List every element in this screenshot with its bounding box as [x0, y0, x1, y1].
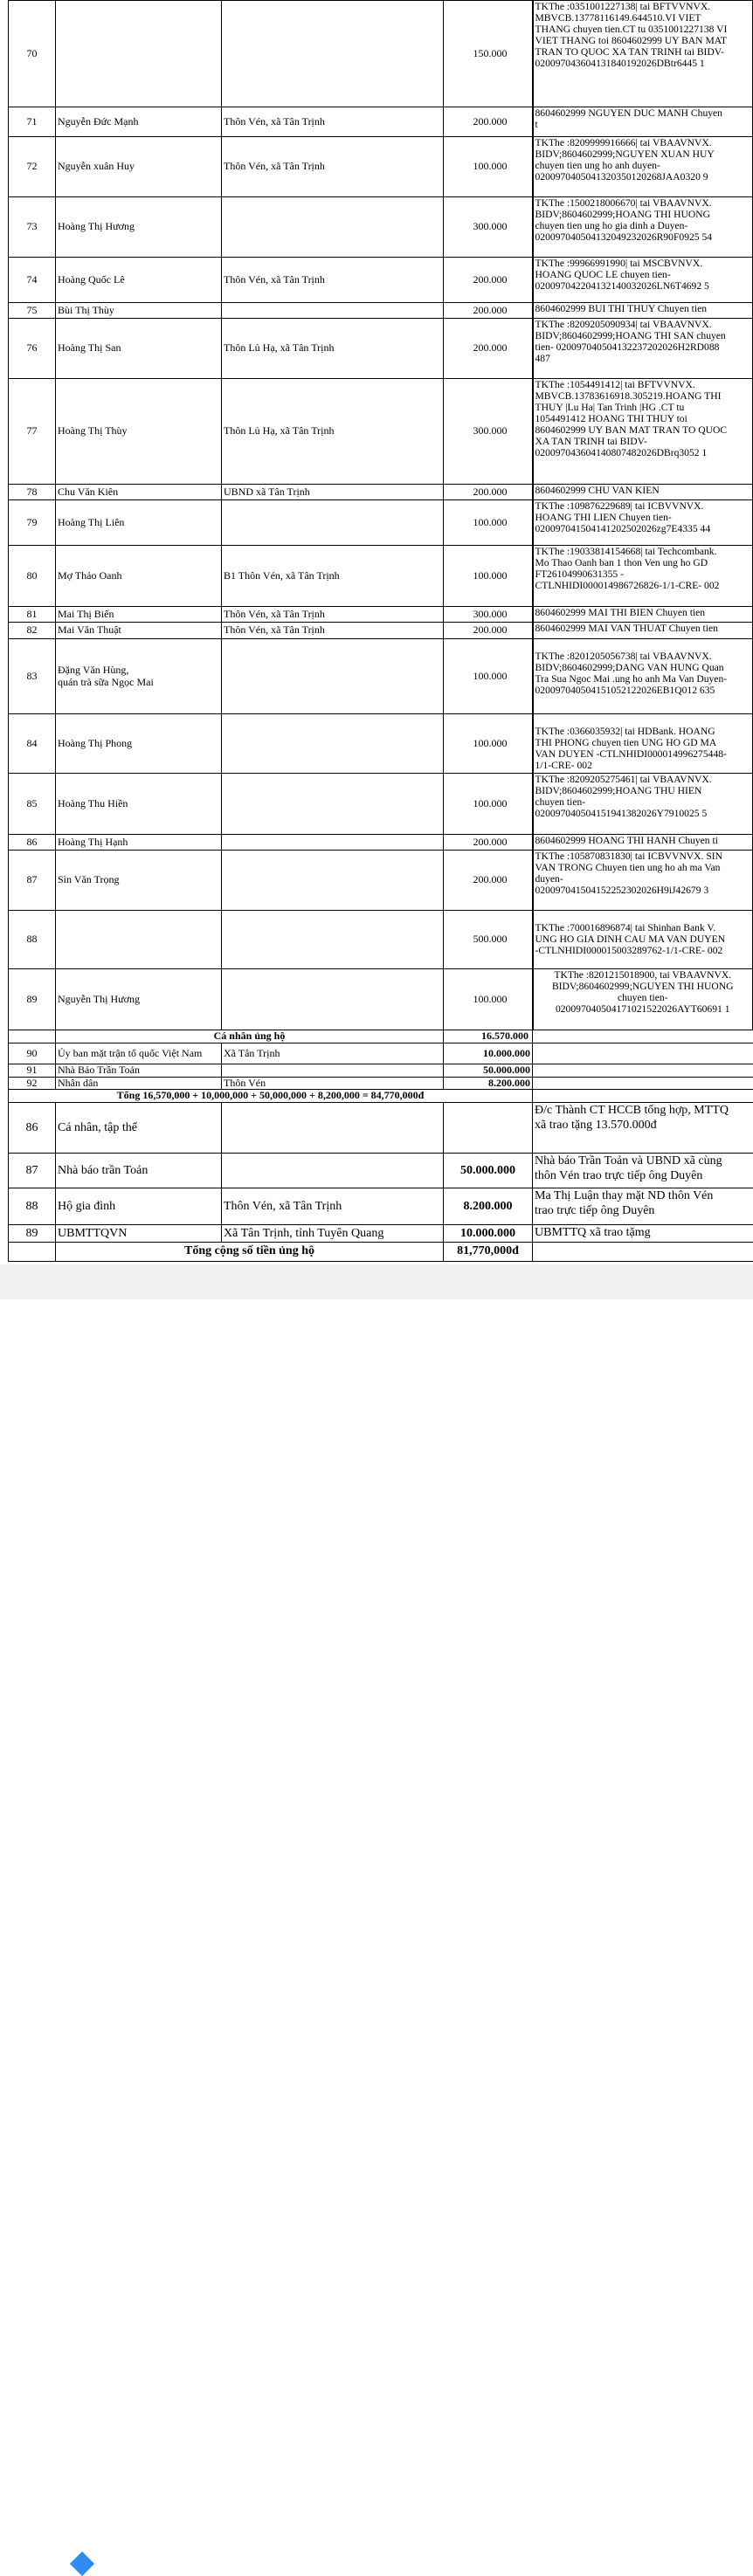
subtotal-amount: 16.570.000: [444, 1030, 533, 1043]
transfer-note: 8604602999 CHU VAN KIEN: [533, 485, 753, 500]
row-number: 92: [9, 1077, 56, 1090]
summary-row: [9, 1224, 753, 1242]
table-row: [9, 197, 753, 258]
donor-address: Thôn Vén: [222, 1077, 444, 1090]
donor-name: Mai Thị Biến: [56, 607, 222, 623]
donor-address: [222, 1, 444, 107]
summary-note: UBMTTQ xã trao tặmg: [533, 1224, 753, 1242]
donation-amount: 10.000.000: [444, 1043, 533, 1064]
summary-amount: 50.000.000: [444, 1153, 533, 1188]
transfer-note: 8604602999 MAI THI BIEN Chuyen tien: [533, 607, 753, 623]
subtotal-row: [9, 1030, 753, 1043]
org-row: [9, 1043, 753, 1064]
donor-address: Thôn Vén, xã Tân Trịnh: [222, 137, 444, 197]
donation-amount: 100.000: [444, 774, 533, 835]
row-number: 78: [9, 485, 56, 500]
donor-address: Thôn Vén, xã Tân Trịnh: [222, 107, 444, 137]
row-number: 75: [9, 303, 56, 319]
donor-address: [222, 774, 444, 835]
row-number: 76: [9, 319, 56, 379]
org-row: [9, 1077, 753, 1090]
recipient-address: Xã Tân Trịnh, tỉnh Tuyên Quang: [222, 1224, 444, 1242]
transfer-note: TKThe :99966991990| tai MSCBVNVX. HOANG QUOC LE chuyen tien- 020097042204132140032026LN6T4692 5: [533, 258, 753, 303]
grand-total-row: [9, 1242, 753, 1261]
table-row: [9, 379, 753, 485]
donor-address: [222, 969, 444, 1030]
row-number: 74: [9, 258, 56, 303]
donation-amount: 200.000: [444, 258, 533, 303]
row-number: 79: [9, 500, 56, 546]
summary-amount: [444, 1102, 533, 1153]
donation-amount: 300.000: [444, 379, 533, 485]
row-number: 89: [9, 969, 56, 1030]
row-number: 80: [9, 546, 56, 607]
transfer-note: TKThe :8201205056738| tai VBAAVNVX. BIDV;8604602999;DANG VAN HUNG Quan Tra Sua Ngoc Mai .ung ho anh Ma Van Duyen- 020097040504151052122026EB1Q012 635: [533, 639, 753, 714]
recipient-address: Thôn Vén, xã Tân Trịnh: [222, 1188, 444, 1224]
table-row: [9, 319, 753, 379]
donor-name: Mai Văn Thuật: [56, 623, 222, 639]
table-row: [9, 607, 753, 623]
donation-amount: 200.000: [444, 851, 533, 911]
table-row: [9, 1, 753, 107]
summary-amount: 10.000.000: [444, 1224, 533, 1242]
donor-name: Hoàng Quốc Lê: [56, 258, 222, 303]
donor-name: Hoàng Thu Hiền: [56, 774, 222, 835]
transfer-note: TKThe :109876229689| tai ICBVVNVX. HOANG THI LIEN Chuyen tien- 020097041504141202502026zg7E4335 44: [533, 500, 753, 546]
empty-cell: [533, 1030, 753, 1043]
table-row: [9, 835, 753, 851]
donation-amount: 200.000: [444, 485, 533, 500]
donor-name: Đặng Văn Hùng, quán trà sữa Ngọc Mai: [56, 639, 222, 714]
transfer-note: TKThe :1500218006670| tai VBAAVNVX. BIDV;8604602999;HOANG THI HUONG chuyen tien ung ho gia dinh a Duyen- 020097040504132049232026R90F0925 54: [533, 197, 753, 258]
row-number: 86: [9, 835, 56, 851]
donation-amount: 100.000: [444, 500, 533, 546]
donor-name: Hoàng Thị Phong: [56, 714, 222, 774]
row-number: 89: [9, 1224, 56, 1242]
table-row: [9, 485, 753, 500]
donor-address: [222, 303, 444, 319]
donation-table: [8, 0, 753, 1262]
donor-address: [222, 197, 444, 258]
donor-name: Nhân dân: [56, 1077, 222, 1090]
donor-address: Thôn Lủ Hạ, xã Tân Trịnh: [222, 319, 444, 379]
row-number: 88: [9, 1188, 56, 1224]
empty-cell: [533, 1090, 753, 1103]
donation-amount: 200.000: [444, 107, 533, 137]
donor-name: Hoàng Thị Thùy: [56, 379, 222, 485]
donation-amount: 50.000.000: [444, 1064, 533, 1078]
donor-name: Hoàng Thị Hương: [56, 197, 222, 258]
table-row: [9, 107, 753, 137]
summary-row: [9, 1153, 753, 1188]
summary-row: [9, 1188, 753, 1224]
donor-name: Nhà Báo Trần Toản: [56, 1064, 222, 1078]
row-number: 87: [9, 1153, 56, 1188]
transfer-note: TKThe :0366035932| tai HDBank. HOANG THI PHONG chuyen tien UNG HO GD MA VAN DUYEN -CTLNHIDI000014996275448- 1/1-CRE- 002: [533, 714, 753, 774]
donor-address: [222, 500, 444, 546]
table-row: [9, 639, 753, 714]
recipient-name: Hộ gia đình: [56, 1188, 222, 1224]
row-number: 72: [9, 137, 56, 197]
donor-name: [56, 911, 222, 969]
recipient-name: Cá nhân, tập thể: [56, 1102, 222, 1153]
donation-amount: 300.000: [444, 607, 533, 623]
row-number: 88: [9, 911, 56, 969]
donor-address: [222, 714, 444, 774]
table-row: [9, 258, 753, 303]
table-row: [9, 774, 753, 835]
table-row: [9, 500, 753, 546]
donor-name: Hoàng Thị Hạnh: [56, 835, 222, 851]
table-row: [9, 851, 753, 911]
row-number: 87: [9, 851, 56, 911]
row-number: 82: [9, 623, 56, 639]
total-formula: Tổng 16,570,000 + 10,000,000 + 50,000,000 + 8,200,000 = 84,770,000đ: [9, 1090, 533, 1103]
donation-amount: 300.000: [444, 197, 533, 258]
empty-cell: [533, 1043, 753, 1064]
app-icon[interactable]: [70, 2552, 94, 2576]
empty-cell: [9, 1030, 56, 1043]
donor-address: [222, 639, 444, 714]
table-row: [9, 969, 753, 1030]
transfer-note: 8604602999 MAI VAN THUAT Chuyen tien: [533, 623, 753, 639]
donation-amount: 200.000: [444, 303, 533, 319]
row-number: 81: [9, 607, 56, 623]
donor-address: [222, 851, 444, 911]
donation-amount: 100.000: [444, 714, 533, 774]
table-row: [9, 714, 753, 774]
transfer-note: 8604602999 NGUYEN DUC MANH Chuyen t: [533, 107, 753, 137]
donor-name: Nguyễn Đức Mạnh: [56, 107, 222, 137]
donor-name: Bùi Thị Thùy: [56, 303, 222, 319]
subtotal-label: Cá nhân ủng hộ: [56, 1030, 444, 1043]
transfer-note: TKThe :700016896874| tai Shinhan Bank V. UNG HO GIA DINH CAU MA VAN DUYEN -CTLNHIDI000015003289762-1/1-CRE- 002: [533, 911, 753, 969]
grand-total-label: Tổng cộng số tiền ủng hộ: [56, 1242, 444, 1261]
empty-cell: [533, 1077, 753, 1090]
donor-address: Xã Tân Trịnh: [222, 1043, 444, 1064]
row-number: 84: [9, 714, 56, 774]
summary-amount: 8.200.000: [444, 1188, 533, 1224]
donation-amount: 200.000: [444, 835, 533, 851]
donor-address: [222, 1064, 444, 1078]
summary-row: [9, 1102, 753, 1153]
donation-table-sheet: [8, 0, 753, 1262]
donor-name: Hoàng Thị San: [56, 319, 222, 379]
row-number: 91: [9, 1064, 56, 1078]
donor-address: [222, 835, 444, 851]
formula-row: [9, 1090, 753, 1103]
donor-address: Thôn Vén, xã Tân Trịnh: [222, 607, 444, 623]
donor-address: Thôn Lủ Hạ, xã Tân Trịnh: [222, 379, 444, 485]
donor-name: Ủy ban mặt trận tổ quốc Việt Nam: [56, 1043, 222, 1064]
donor-name: Nguyễn Thị Hương: [56, 969, 222, 1030]
donor-address: Thôn Vén, xã Tân Trịnh: [222, 623, 444, 639]
donor-name: Chu Văn Kiên: [56, 485, 222, 500]
donor-name: Hoàng Thị Liên: [56, 500, 222, 546]
row-number: 70: [9, 1, 56, 107]
row-number: 83: [9, 639, 56, 714]
donation-amount: 100.000: [444, 639, 533, 714]
transfer-note: TKThe :1054491412| tai BFTVVNVX. MBVCB.13783616918.305219.HOANG THI THUY |Lu Ha| Tan Trinh |HG .CT tu 1054491412 HOANG THI THUY toi 8604602999 UY BAN MAT TRAN TO QUOC XA TAN TRINH tai BIDV- 020097043604140807482026DBrq3052 1: [533, 379, 753, 485]
empty-cell: [533, 1242, 753, 1261]
table-row: [9, 623, 753, 639]
donor-address: B1 Thôn Vén, xã Tân Trịnh: [222, 546, 444, 607]
transfer-note: TKThe :19033814154668| tai Techcombank. Mo Thao Oanh ban 1 thon Ven ung ho GD FT26104990631355 - CTLNHIDI000014986726826-1/1-CRE- 002: [533, 546, 753, 607]
row-number: 71: [9, 107, 56, 137]
table-row: [9, 137, 753, 197]
summary-note: Ma Thị Luận thay mặt ND thôn Vén trao trực tiếp ông Duyên: [533, 1188, 753, 1224]
org-row: [9, 1064, 753, 1078]
row-number: 77: [9, 379, 56, 485]
donor-address: [222, 911, 444, 969]
empty-cell: [533, 1064, 753, 1078]
donation-amount: 100.000: [444, 969, 533, 1030]
transfer-note: TKThe :8209205275461| tai VBAAVNVX. BIDV;8604602999;HOANG THU HIEN chuyen tien- 020097040504151941382026Y7910025 5: [533, 774, 753, 835]
row-number: 73: [9, 197, 56, 258]
row-number: 90: [9, 1043, 56, 1064]
donation-amount: 500.000: [444, 911, 533, 969]
recipient-name: Nhà báo trần Toản: [56, 1153, 222, 1188]
empty-cell: [9, 1242, 56, 1261]
donor-address: Thôn Vén, xã Tân Trịnh: [222, 258, 444, 303]
transfer-note: TKThe :8201215018900, tai VBAAVNVX. BIDV;8604602999;NGUYEN THI HUONG chuyen tien- 020097040504171021522026AYT60691 1: [533, 969, 753, 1030]
recipient-name: UBMTTQVN: [56, 1224, 222, 1242]
donation-amount: 100.000: [444, 137, 533, 197]
donation-amount: 8.200.000: [444, 1077, 533, 1090]
transfer-note: TKThe :8209205090934| tai VBAAVNVX. BIDV;8604602999;HOANG THI SAN chuyen tien- 020097040504132237202026H2RD088 487: [533, 319, 753, 379]
row-number: 86: [9, 1102, 56, 1153]
viewer-footer-bar: [0, 1264, 753, 1299]
summary-note: Nhà báo Trần Toản và UBND xã cùng thôn Vén trao trực tiếp ông Duyên: [533, 1153, 753, 1188]
donor-name: [56, 1, 222, 107]
transfer-note: 8604602999 HOANG THI HANH Chuyen ti: [533, 835, 753, 851]
table-row: [9, 303, 753, 319]
transfer-note: 8604602999 BUI THI THUY Chuyen tien: [533, 303, 753, 319]
table-row: [9, 911, 753, 969]
grand-total-amount: 81,770,000đ: [444, 1242, 533, 1261]
donation-amount: 200.000: [444, 623, 533, 639]
donor-address: UBND xã Tân Trịnh: [222, 485, 444, 500]
transfer-note: TKThe :8209999916666| tai VBAAVNVX. BIDV;8604602999;NGUYEN XUAN HUY chuyen tien ung ho anh duyen- 020097040504132035012026​8JAA0320 9: [533, 137, 753, 197]
transfer-note: TKThe :105870831830| tai ICBVVNVX. SIN VAN TRONG Chuyen tien ung ho ah ma Van duyen- 020097041504152252302026H9iJ42679 3: [533, 851, 753, 911]
donation-amount: 150.000: [444, 1, 533, 107]
table-row: [9, 546, 753, 607]
row-number: 85: [9, 774, 56, 835]
donor-name: Nguyễn xuân Huy: [56, 137, 222, 197]
recipient-address: [222, 1153, 444, 1188]
transfer-note: TKThe :0351001227138| tai BFTVVNVX. MBVCB.13778116149.644510.VI VIET THANG chuyen tien.CT tu 0351001227138 VI VIET THANG toi 8604602999 UY BAN MAT TRAN TO QUOC XA TAN TRINH tai BIDV- 02009704360413184019​2026DBtr6445 1: [533, 1, 753, 107]
donor-name: Mợ Thảo Oanh: [56, 546, 222, 607]
summary-note: Đ/c Thành CT HCCB tổng hợp, MTTQ xã trao tặng 13.570.000đ: [533, 1102, 753, 1153]
donation-amount: 200.000: [444, 319, 533, 379]
donor-name: Sìn Văn Trọng: [56, 851, 222, 911]
donation-amount: 100.000: [444, 546, 533, 607]
recipient-address: [222, 1102, 444, 1153]
